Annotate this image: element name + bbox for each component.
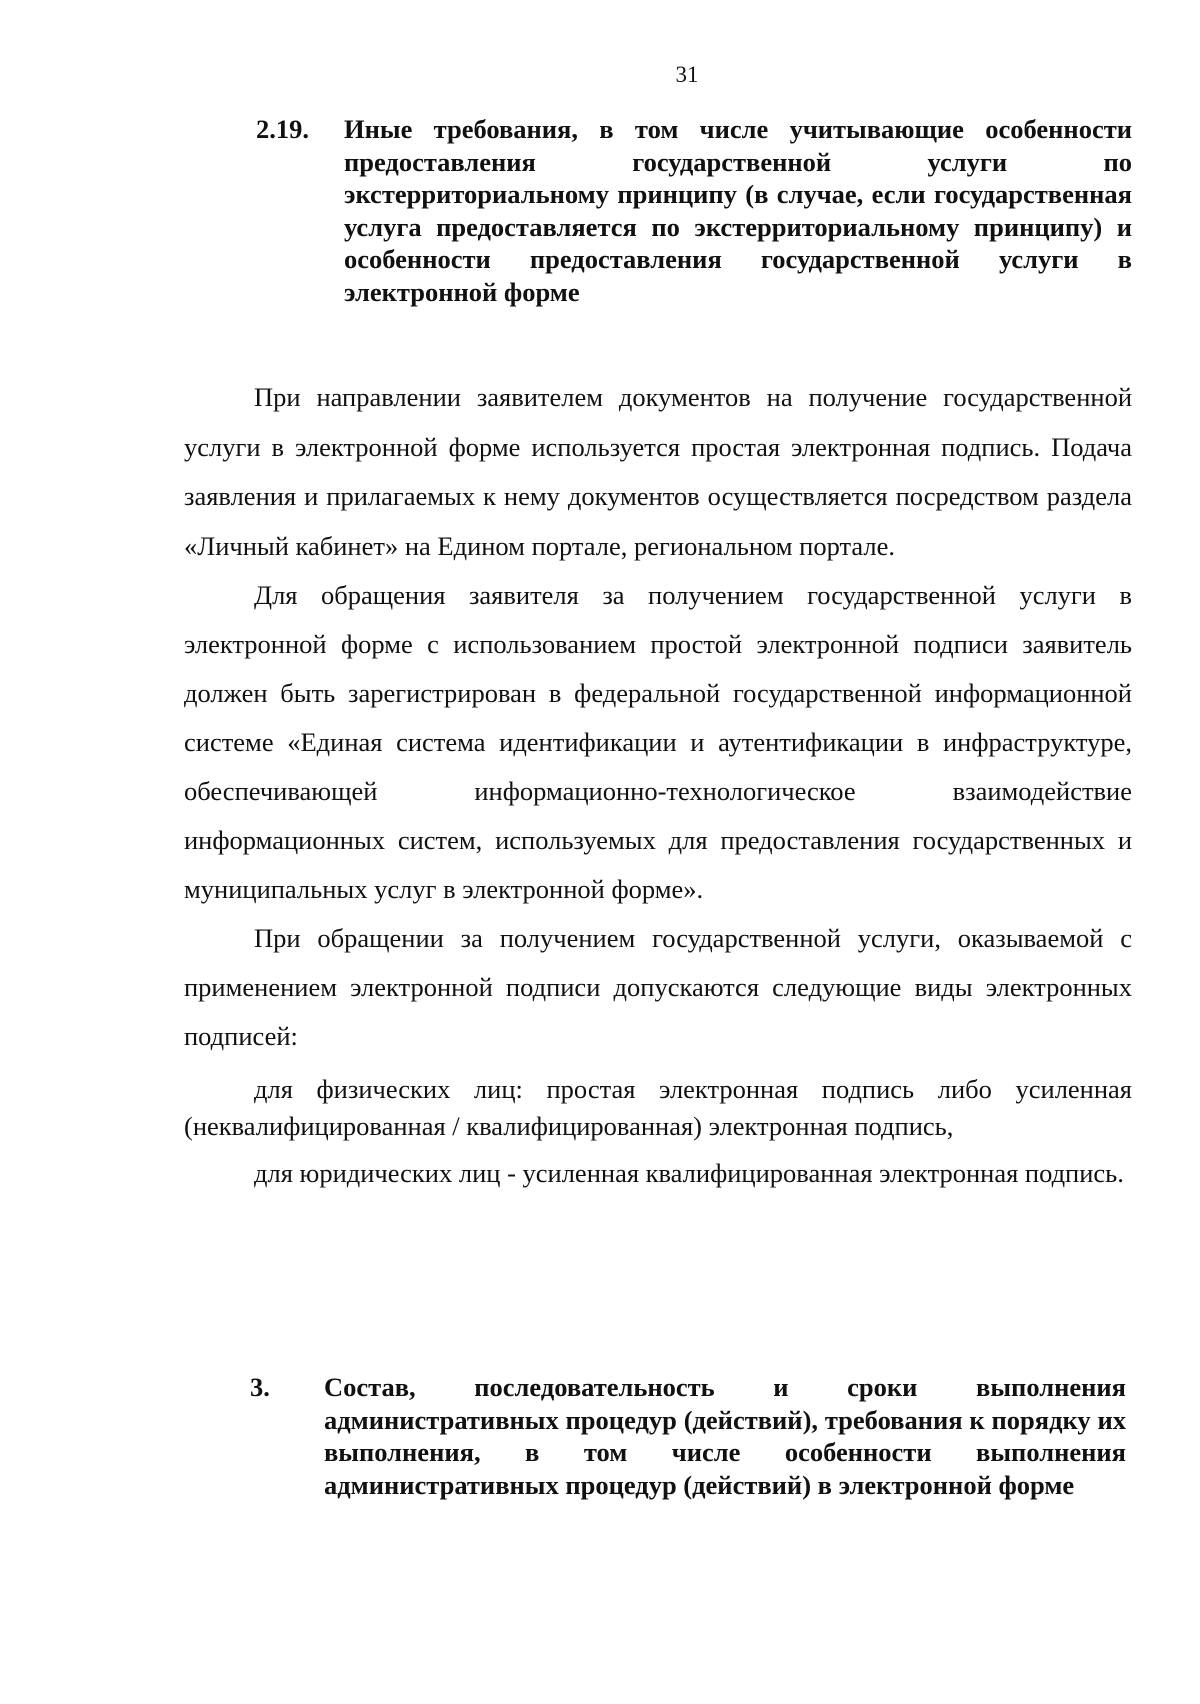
paragraph-electronic-signature: При направлении заявителем документов на получение государственной услуги в электронной форме используется простая электронная подпись. Подача заявления и прилагаемых к нему документов осуществляется посредством раздела «Личный кабинет» на Едином портале, региональном портале. xyxy=(184,382,1132,561)
paragraph-individuals: для физических лиц: простая электронная подпись либо усиленная (неквалифицированная / квалифицированная) электронная подпись, xyxy=(184,1074,1132,1141)
page-number: 31 xyxy=(675,62,699,87)
section-title: Состав, последовательность и сроки выполнения административных процедур (действий), требования к порядку их выполнения, в том числе особенности выполнения административных процедур (действий) в электронной форме xyxy=(324,1372,1126,1500)
paragraph-signature-types: При обращении за получением государственной услуги, оказываемой с применением электронной подписи допускаются следующие виды электронных подписей: xyxy=(184,923,1132,1051)
section-number: 3. xyxy=(250,1372,270,1402)
section-title: Иные требования, в том числе учитывающие особенности предоставления государственной услуги по экстерриториальному принципу (в случае, если государственная услуга предоставляется по экстерриториальному принципу) и особенности предоставления государственной услуги в электронной форме xyxy=(344,114,1132,307)
section-number: 2.19. xyxy=(256,114,309,144)
body-text xyxy=(184,373,1132,1192)
section-heading-3 xyxy=(250,1371,1126,1551)
paragraph-esia-registration: Для обращения заявителя за получением государственной услуги в электронной форме с использованием простой электронной подписи заявитель должен быть зарегистрирован в федеральной государственной информационной системе «Единая система идентификации и аутентификации в инфраструктуре, обеспечивающей информационно-технологическое взаимодействие информационных систем, используемых для предоставления государственных и муниципальных услуг в электронной форме». xyxy=(184,580,1132,904)
paragraph-legal-entities: для юридических лиц - усиленная квалифицированная электронная подпись. xyxy=(254,1158,1124,1188)
section-heading-2-19 xyxy=(256,113,1132,353)
